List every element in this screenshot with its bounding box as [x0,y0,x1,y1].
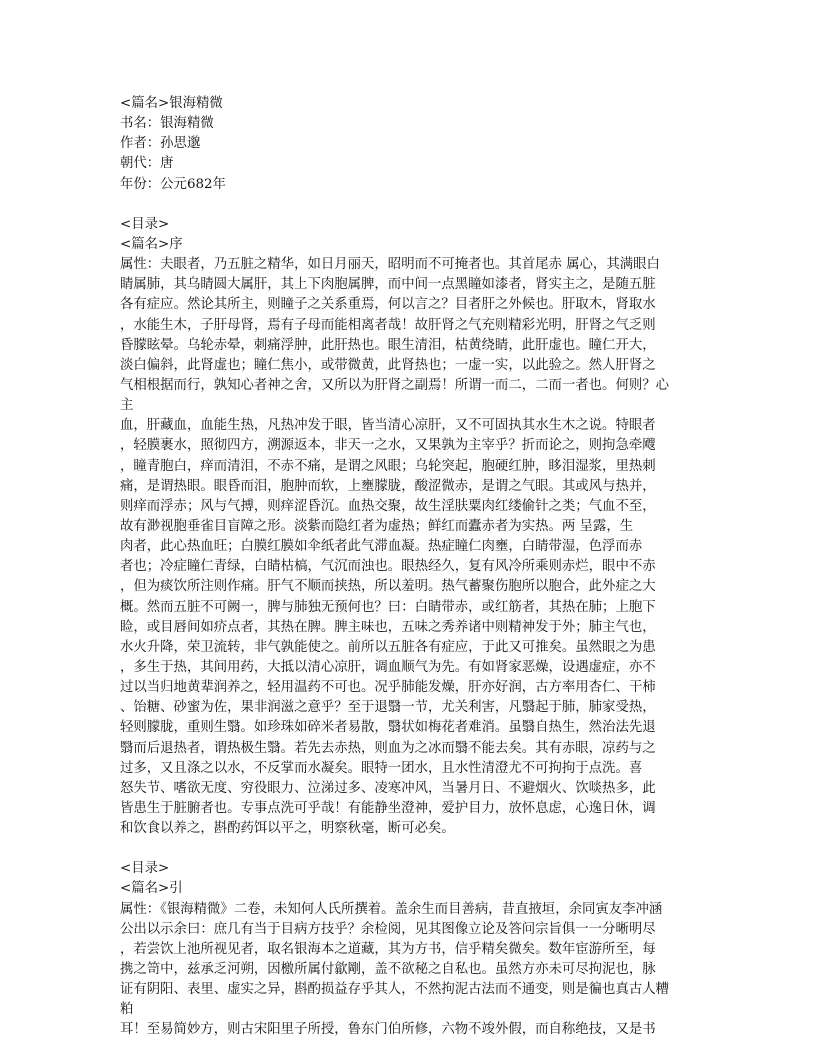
toc-marker: <目录> [120,216,170,232]
body-text-line: 公出以示余曰：庶几有当于目病方技乎？余检阅，见其图像立论及答问宗旨俱一一分晰明尽 [120,921,656,937]
body-text-line: 则痒而浮赤；风与气搏，则痒涩昏沉。血热交聚，故生淫肤粟肉红缕偷针之类；气血不至， [120,498,656,514]
body-text-line: ，多生于热，其间用药，大抵以清心凉肝，调血顺气为先。有如肾家恶燥，设遇虚症，亦不 [120,659,656,675]
body-text-line: 属性：夫眼者，乃五脏之精华，如日月丽天，昭明而不可掩者也。其首尾赤 属心，其满眼白 [120,257,660,273]
body-text-line: 过多，又且涤之以水，不反掌而水凝矣。眼特一团水，且水性清澄尤不可拘拘于点洗。喜 [120,760,643,776]
body-text-line: 怒失节、嗜欲无度、穷役眼力、泣涕过多、凌寒冲风，当暑月日、不避烟火、饮啖热多，此 [120,780,656,796]
body-text-line: ，水能生木，子肝母肾，焉有子母而能相离者哉！故肝肾之气充则精彩光明，肝肾之气乏则 [120,317,656,333]
body-text-line: 过以当归地黄辈润养之，轻用温药不可也。况乎肺能发燥，肝亦好润，古方率用杏仁、干柿 [120,680,656,696]
body-text-line: 属性：《银海精微》二卷，未知何人氏所撰着。盖余生而目善病，昔直掖垣，余同寅友李冲涵 [120,901,663,917]
toc-marker: <目录> [120,861,170,877]
spacer [120,839,696,859]
body-text-line: 、饴糖、砂蜜为佐，果非润滋之意乎？至于退翳一节，尤关利害，凡翳起于肺，肺家受热， [120,700,656,716]
body-text-line: ，轻膜裹水，照彻四方，溯源返本，非天一之水，又果孰为主宰乎？折而论之，则拘急牵飕 [120,438,656,454]
body-text-line: 轻则朦胧，重则生翳。如珍珠如碎米者易散，翳状如梅花者难消。虽翳自热生，然治法先退 [120,720,656,736]
body-text-line: 携之笥中，兹承乏河朔，因檄所属付歙剛，盖不欲秘之自私也。虽然方亦未可尽拘泥也，脉 [120,962,656,978]
body-text-line: 和饮食以养之，斟酌药饵以平之，明察秋毫，断可必矣。 [120,821,455,837]
spacer [120,195,696,215]
body-text-line: 淡白偏斜，此肾虚也；瞳仁焦小，或带微黄，此肾热也；一虚一实，以此验之。然人肝肾之 [120,357,656,373]
year-line: 年份：公元682年 [120,176,226,192]
section-title: <篇名>序 [120,236,183,252]
author-line: 作者：孙思邈 [120,136,201,152]
body-text-line: 睛属肺，其乌睛圆大属肝，其上下肉胞属脾，而中间一点黑瞳如漆者，肾实主之，是随五脏 [120,277,656,293]
body-text-line: 耳！至易简妙方，则古宋阳里子所授，鲁东门伯所修，六物不竣外假，而自称绝技，又是书 [120,1022,656,1038]
body-text-line: 肉者，此心热血旺；白膜红膜如伞纸者此气滞血凝。热症瞳仁肉壅，白睛带湿，色浮而赤 [120,539,643,555]
body-text-line: 皆患生于脏腑者也。专事点洗可乎哉！有能静坐澄神，爱护目力，放怀息虑，心逸日休，调 [120,800,656,816]
body-text-line: 故有渺视胞垂雀目盲障之形。淡紫而隐红者为虚热；鲜红而蠹赤者为实热。两 呈露，生 [120,518,634,534]
body-text-line: 证有阴阳、表里、虚实之异，斟酌损益存乎其人，不然拘泥古法而不通变，则是徧也真古人糟 [120,982,670,998]
document-page [120,94,696,1041]
body-text-line: 血，肝藏血，血能生热，凡热冲发于眼，皆当清心凉肝，又不可固执其水生木之说。特眼者 [120,418,656,434]
body-text-line: 翳而后退热者，谓热极生翳。若先去赤热，则血为之冰而翳不能去矣。其有赤眼，凉药与之 [120,740,656,756]
body-text-line: 痛，是谓热眼。眼昏而泪，胞肿而软，上壅朦胧，酸涩微赤，是谓之气眼。其或风与热并， [120,478,656,494]
book-name-line: 书名：银海精微 [120,116,214,132]
body-text-line: ，但为痰饮所注则作痛。肝气不顺而挟热，所以羞明。热气蓄聚伤胞所以胞合，此外症之大 [120,579,656,595]
title-line: <篇名>银海精微 [120,96,223,111]
body-text-line: 睑，或目唇间如疥点者，其热在脾。脾主味也，五味之秀养诸中则精神发于外；肺主气也， [120,619,656,635]
body-text-line: 粕 [120,1002,134,1018]
body-text-line: ，瞳青胞白，痒而清泪，不赤不痛，是谓之风眼；乌轮突起，胞硬红肿，眵泪湿浆，里热刺 [120,458,656,474]
body-text-line: 主 [120,398,134,414]
body-text-line: 昏朦眩晕。乌轮赤晕，刺痛浮肿，此肝热也。眼生清泪，枯黄绕睛，此肝虚也。瞳仁开大， [120,337,656,353]
body-text-line: ，若尝饮上池所视见者，取名银海本之道藏，其为方书，信乎精矣微矣。数年宦游所至，每 [120,941,656,957]
body-text-line: 概。然而五脏不可阙一，脾与肺独无预何也？曰：白睛带赤，或红筋者，其热在肺；上胞下 [120,599,656,615]
body-text-line: 水火升降，荣卫流转，非气孰能使之。前所以五脏各有症应，于此又可推矣。虽然眼之为患 [120,639,656,655]
preface-body [120,255,696,839]
intro-body [120,900,696,1041]
body-text-line: 者也；冷症瞳仁青绿，白睛枯槁，气沉而浊也。眼热经久，复有风冷所乘则赤烂，眼中不赤 [120,559,656,575]
section-title: <篇名>引 [120,881,183,897]
body-text-line: 气相根据而行，孰知心者神之舍，又所以为肝肾之副焉！所谓一而二，二而一者也。何则？心 [120,377,670,393]
dynasty-line: 朝代：唐 [120,156,174,172]
body-text-line: 各有症应。然论其所主，则瞳子之关系重焉，何以言之？目者肝之外候也。肝取木，肾取水 [120,297,656,313]
